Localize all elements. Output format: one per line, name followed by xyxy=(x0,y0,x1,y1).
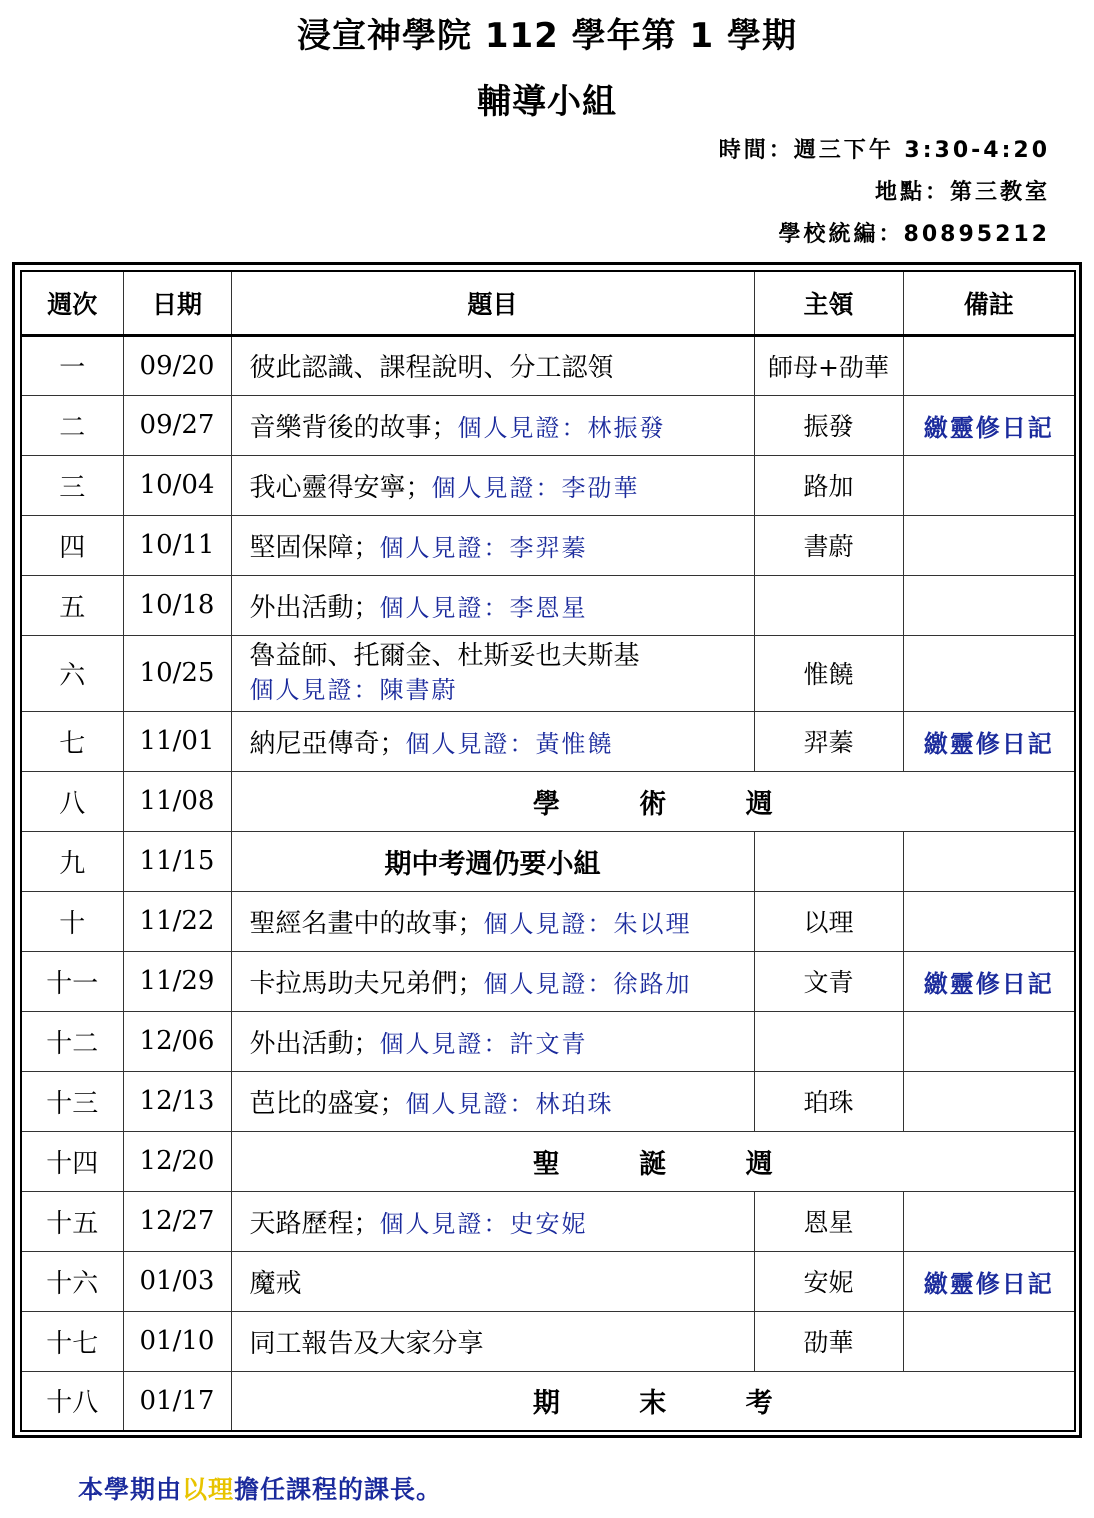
leader-cell xyxy=(754,831,903,891)
topic-cell xyxy=(231,711,754,771)
meeting-place: 地點：第三教室 xyxy=(874,180,1050,205)
topic-cell xyxy=(231,575,754,635)
table-row xyxy=(21,711,1075,771)
column-header-week: 週次 xyxy=(21,271,123,335)
topic-cell xyxy=(231,1011,754,1071)
week-cell: 七 xyxy=(21,711,123,771)
witness-text: 個人見證：李恩星 xyxy=(379,593,588,622)
leader-cell: 珀珠 xyxy=(754,1071,903,1131)
date-cell: 10/18 xyxy=(123,575,231,635)
witness-text: 個人見證：黃惟饒 xyxy=(405,729,614,758)
schedule-table-frame xyxy=(12,262,1082,1438)
witness-text: 個人見證：朱以理 xyxy=(483,909,692,938)
week-cell: 十一 xyxy=(21,951,123,1011)
leader-cell: 文青 xyxy=(754,951,903,1011)
week-cell: 十七 xyxy=(21,1311,123,1371)
topic-cell xyxy=(231,395,754,455)
topic-text: 同工報告及大家分享 xyxy=(249,1328,484,1359)
week-cell: 十八 xyxy=(21,1371,123,1431)
date-cell: 12/06 xyxy=(123,1011,231,1071)
leader-cell: 以理 xyxy=(754,891,903,951)
note-cell xyxy=(903,455,1075,515)
week-cell: 八 xyxy=(21,771,123,831)
table-row xyxy=(21,951,1075,1011)
week-cell: 三 xyxy=(21,455,123,515)
table-row xyxy=(21,1191,1075,1251)
schedule-body xyxy=(21,335,1075,1431)
note-cell xyxy=(903,831,1075,891)
special-week-cell: 期 末 考 xyxy=(231,1371,1075,1431)
table-row xyxy=(21,395,1075,455)
special-week-cell: 學 術 週 xyxy=(231,771,1075,831)
date-cell: 11/08 xyxy=(123,771,231,831)
week-cell: 五 xyxy=(21,575,123,635)
week-cell: 六 xyxy=(21,635,123,711)
topic-text: 聖經名畫中的故事； xyxy=(249,908,484,939)
note-cell xyxy=(903,1311,1075,1371)
school-id: 學校統編：80895212 xyxy=(778,222,1050,247)
topic-cell xyxy=(231,1311,754,1371)
note-cell: 繳靈修日記 xyxy=(903,951,1075,1011)
date-cell: 12/13 xyxy=(123,1071,231,1131)
date-cell: 10/04 xyxy=(123,455,231,515)
topic-cell xyxy=(231,515,754,575)
table-row xyxy=(21,831,1075,891)
note-cell: 繳靈修日記 xyxy=(903,711,1075,771)
table-row xyxy=(21,1011,1075,1071)
topic-cell xyxy=(231,335,754,395)
note-cell xyxy=(903,515,1075,575)
topic-text: 天路歷程； xyxy=(249,1208,380,1239)
table-row xyxy=(21,1371,1075,1431)
table-row xyxy=(21,515,1075,575)
note-cell xyxy=(903,335,1075,395)
table-row xyxy=(21,1251,1075,1311)
table-row xyxy=(21,891,1075,951)
column-header-note: 備註 xyxy=(903,271,1075,335)
week-cell: 十五 xyxy=(21,1191,123,1251)
table-row xyxy=(21,1071,1075,1131)
leader-cell: 師母+劭華 xyxy=(754,335,903,395)
date-cell: 12/20 xyxy=(123,1131,231,1191)
note-cell: 繳靈修日記 xyxy=(903,395,1075,455)
column-header-topic: 題目 xyxy=(231,271,754,335)
topic-text: 我心靈得安寧； xyxy=(249,472,432,503)
topic-text: 彼此認識、課程說明、分工認領 xyxy=(249,353,614,383)
witness-text: 個人見證：李劭華 xyxy=(431,473,640,502)
note-cell xyxy=(903,1191,1075,1251)
leader-cell: 惟饒 xyxy=(754,635,903,711)
topic-cell xyxy=(231,951,754,1011)
column-header-date: 日期 xyxy=(123,271,231,335)
topic-text: 外出活動； xyxy=(249,1028,380,1059)
date-cell: 10/11 xyxy=(123,515,231,575)
witness-text: 個人見證：史安妮 xyxy=(379,1209,588,1238)
date-cell: 11/22 xyxy=(123,891,231,951)
note-cell xyxy=(903,635,1075,711)
topic-cell xyxy=(231,1191,754,1251)
leader-cell xyxy=(754,1011,903,1071)
leader-cell xyxy=(754,575,903,635)
date-cell: 11/15 xyxy=(123,831,231,891)
topic-text: 魔戒 xyxy=(249,1268,302,1299)
date-cell: 09/20 xyxy=(123,335,231,395)
table-row xyxy=(21,455,1075,515)
week-cell: 九 xyxy=(21,831,123,891)
schedule-table xyxy=(20,270,1076,1432)
witness-text: 個人見證：陳書蔚 xyxy=(249,676,458,704)
topic-text: 堅固保障； xyxy=(249,532,380,563)
topic-cell xyxy=(231,635,754,711)
footer-highlight-name: 以理 xyxy=(182,1475,235,1504)
leader-cell: 安妮 xyxy=(754,1251,903,1311)
witness-text: 個人見證：許文青 xyxy=(379,1029,588,1058)
column-header-leader: 主領 xyxy=(754,271,903,335)
topic-text: 魯益師、托爾金、杜斯妥也夫斯基 xyxy=(249,641,640,671)
leader-cell: 路加 xyxy=(754,455,903,515)
date-cell: 09/27 xyxy=(123,395,231,455)
date-cell: 11/01 xyxy=(123,711,231,771)
date-cell: 12/27 xyxy=(123,1191,231,1251)
date-cell: 01/17 xyxy=(123,1371,231,1431)
week-cell: 十六 xyxy=(21,1251,123,1311)
topic-cell xyxy=(231,1251,754,1311)
topic-text: 芭比的盛宴； xyxy=(249,1088,406,1119)
date-cell: 11/29 xyxy=(123,951,231,1011)
table-row xyxy=(21,335,1075,395)
note-cell xyxy=(903,575,1075,635)
note-cell xyxy=(903,1071,1075,1131)
note-cell xyxy=(903,891,1075,951)
note-cell: 繳靈修日記 xyxy=(903,1251,1075,1311)
witness-text: 個人見證：李羿蓁 xyxy=(379,533,588,562)
table-row xyxy=(21,1131,1075,1191)
topic-text: 音樂背後的故事； xyxy=(249,412,458,443)
witness-text: 個人見證：林振發 xyxy=(457,413,666,442)
topic-cell: 期中考週仍要小組 xyxy=(231,831,754,891)
leader-cell: 振發 xyxy=(754,395,903,455)
footer-prefix: 本學期由 xyxy=(78,1475,183,1504)
week-cell: 四 xyxy=(21,515,123,575)
week-cell: 二 xyxy=(21,395,123,455)
topic-text: 納尼亞傳奇； xyxy=(249,728,406,759)
leader-cell: 劭華 xyxy=(754,1311,903,1371)
date-cell: 01/03 xyxy=(123,1251,231,1311)
topic-cell xyxy=(231,891,754,951)
meeting-time: 時間：週三下午 3:30-4:20 xyxy=(718,138,1050,163)
special-week-cell: 聖 誕 週 xyxy=(231,1131,1075,1191)
witness-text: 個人見證：徐路加 xyxy=(483,969,692,998)
week-cell: 十 xyxy=(21,891,123,951)
leader-cell: 恩星 xyxy=(754,1191,903,1251)
document-subtitle: 輔導小組 xyxy=(477,82,617,122)
leader-cell: 羿蓁 xyxy=(754,711,903,771)
table-row xyxy=(21,771,1075,831)
week-cell: 十四 xyxy=(21,1131,123,1191)
table-header-row xyxy=(21,271,1075,335)
table-row xyxy=(21,575,1075,635)
document-title: 浸宣神學院 112 學年第 1 學期 xyxy=(297,16,797,56)
week-cell: 十三 xyxy=(21,1071,123,1131)
date-cell: 10/25 xyxy=(123,635,231,711)
week-cell: 一 xyxy=(21,335,123,395)
witness-text: 個人見證：林珀珠 xyxy=(405,1089,614,1118)
table-row xyxy=(21,635,1075,711)
date-cell: 01/10 xyxy=(123,1311,231,1371)
topic-cell xyxy=(231,455,754,515)
topic-cell xyxy=(231,1071,754,1131)
topic-text: 卡拉馬助夫兄弟們； xyxy=(249,968,484,999)
footer-suffix: 擔任課程的課長。 xyxy=(234,1475,443,1504)
footer-note xyxy=(78,1470,442,1506)
leader-cell: 書蔚 xyxy=(754,515,903,575)
table-row xyxy=(21,1311,1075,1371)
week-cell: 十二 xyxy=(21,1011,123,1071)
topic-text: 外出活動； xyxy=(249,592,380,623)
note-cell xyxy=(903,1011,1075,1071)
